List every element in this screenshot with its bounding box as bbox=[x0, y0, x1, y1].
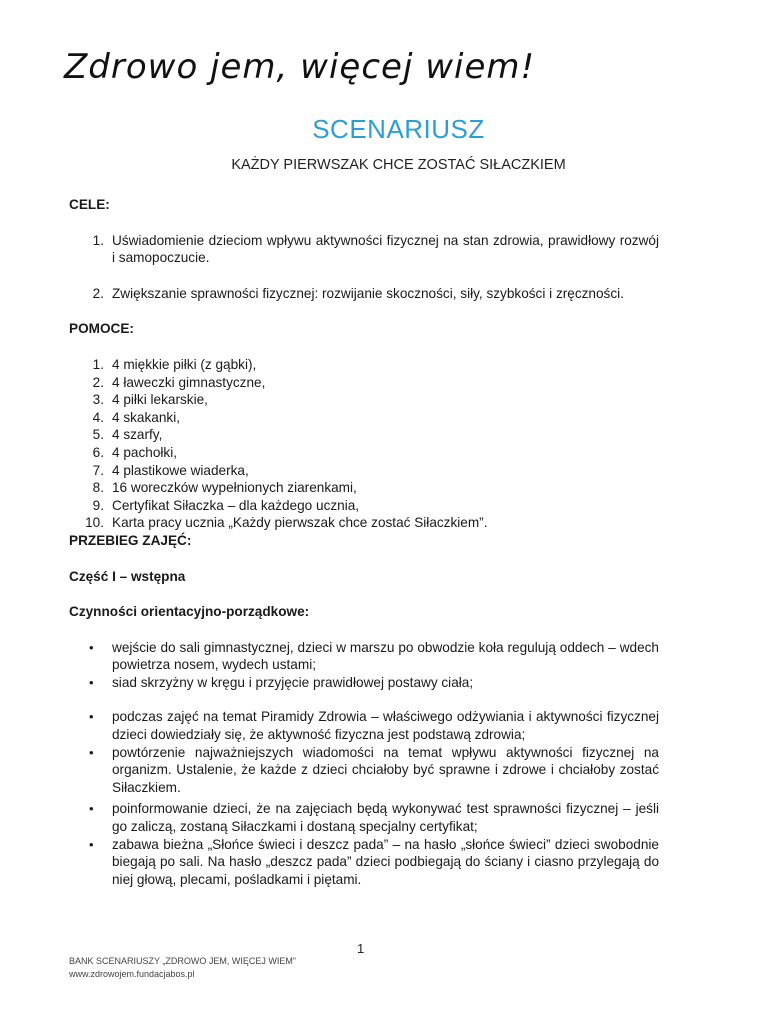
list-item bbox=[69, 744, 659, 797]
list-number: 2. bbox=[92, 285, 104, 301]
list-number: 4. bbox=[92, 409, 104, 425]
activities-heading: Czynności orientacyjno-porządkowe: bbox=[69, 604, 310, 620]
activities-list-a bbox=[69, 639, 659, 692]
part-heading: Część I – wstępna bbox=[69, 568, 186, 584]
logo-text: Zdrowo jem, więcej wiem! bbox=[64, 47, 536, 87]
list-item bbox=[69, 232, 659, 267]
list-number: 5. bbox=[92, 427, 104, 443]
footer-url: www.zdrowojem.fundacjabos.pl bbox=[69, 969, 195, 979]
list-text: podczas zajęć na temat Piramidy Zdrowia – właściwego odżywiania i aktywności fizycznej dzieci dowiedziały się, że aktywność fizyczna jest podstawą zdrowia; bbox=[112, 709, 659, 743]
page-number: 1 bbox=[357, 941, 365, 956]
document-title: SCENARIUSZ bbox=[312, 114, 485, 144]
list-number: 10. bbox=[85, 515, 104, 531]
pomoce-list bbox=[69, 356, 659, 532]
list-number: 1. bbox=[92, 232, 104, 248]
list-number: 3. bbox=[92, 392, 104, 408]
list-text: siad skrzyżny w kręgu i przyjęcie prawidłowej postawy ciała; bbox=[112, 674, 474, 690]
list-text: 4 plastikowe wiaderka, bbox=[112, 462, 249, 478]
list-text: Certyfikat Siłaczka – dla każdego ucznia, bbox=[112, 497, 360, 513]
list-text: 4 miękkie piłki (z gąbki), bbox=[112, 356, 257, 372]
footer-title: BANK SCENARIUSZY „ZDROWO JEM, WIĘCEJ WIEM” bbox=[69, 956, 296, 966]
list-item bbox=[69, 479, 659, 497]
list-item bbox=[69, 409, 659, 427]
list-text: poinformowanie dzieci, że na zajęciach będą wykonywać test sprawności fizycznej – jeśli go zaliczą, zostaną Siłaczkami i dostaną specjalny certyfikat; bbox=[112, 801, 659, 835]
list-text: 4 piłki lekarskie, bbox=[112, 392, 208, 408]
list-number: 1. bbox=[92, 356, 104, 372]
list-number: 6. bbox=[92, 444, 104, 460]
list-number: 2. bbox=[92, 374, 104, 390]
list-text: Uświadomienie dzieciom wpływu aktywności fizycznej na stan zdrowia, prawidłowy rozwój i samopoczucie. bbox=[112, 232, 659, 266]
list-number: 7. bbox=[92, 462, 104, 478]
list-text: zabawa bieżna „Słońce świeci i deszcz pada” – na hasło „słońce świeci” dzieci swobodnie biegają po sali. Na hasło „deszcz pada” dzieci podbiegają do ściany i ciasno przylegają do niej głową, plecami, pośladkami i piętami. bbox=[112, 836, 659, 887]
page-footer bbox=[69, 955, 296, 981]
bullet-icon: • bbox=[89, 639, 94, 655]
list-text: 4 pachołki, bbox=[112, 444, 177, 460]
activities-list-b bbox=[69, 708, 659, 888]
list-item bbox=[69, 462, 659, 480]
bullet-icon: • bbox=[89, 744, 94, 760]
list-text: powtórzenie najważniejszych wiadomości na temat wpływu aktywności fizycznej na organizm. Ustalenie, że każde z dzieci chciałoby być sprawne i zdrowe i chciałoby zostać Siłaczkiem. bbox=[112, 744, 659, 795]
list-item bbox=[69, 708, 659, 743]
list-text: Zwiększanie sprawności fizycznej: rozwijanie skoczności, siły, szybkości i zręczności. bbox=[112, 285, 624, 301]
list-item bbox=[69, 836, 659, 889]
list-item bbox=[69, 800, 659, 835]
cele-heading: CELE: bbox=[69, 197, 110, 212]
list-item bbox=[69, 514, 659, 532]
list-number: 8. bbox=[92, 480, 104, 496]
list-item bbox=[69, 426, 659, 444]
list-item bbox=[69, 391, 659, 409]
bullet-icon: • bbox=[89, 674, 94, 690]
bullet-icon: • bbox=[89, 801, 94, 817]
list-text: wejście do sali gimnastycznej, dzieci w marszu po obwodzie koła regulują oddech – wdech powietrza nosem, wydech ustami; bbox=[112, 639, 659, 673]
document-body bbox=[69, 196, 659, 888]
document-subtitle: KAŻDY PIERWSZAK CHCE ZOSTAĆ SIŁACZKIEM bbox=[231, 157, 566, 173]
list-text: 4 szarfy, bbox=[112, 427, 163, 443]
campaign-logo bbox=[64, 38, 536, 92]
bullet-icon: • bbox=[89, 836, 94, 852]
list-text: Karta pracy ucznia „Każdy pierwszak chce zostać Siłaczkiem”. bbox=[112, 515, 488, 531]
list-text: 4 skakanki, bbox=[112, 409, 181, 425]
list-text: 4 ławeczki gimnastyczne, bbox=[112, 374, 266, 390]
list-item bbox=[69, 639, 659, 674]
list-item bbox=[69, 497, 659, 515]
bullet-icon: • bbox=[89, 709, 94, 725]
list-item bbox=[69, 674, 659, 692]
list-item bbox=[69, 285, 659, 303]
list-text: 16 woreczków wypełnionych ziarenkami, bbox=[112, 480, 357, 496]
list-item bbox=[69, 444, 659, 462]
przebieg-heading: PRZEBIEG ZAJĘĆ: bbox=[69, 532, 192, 548]
cele-list bbox=[69, 232, 659, 303]
pomoce-heading: POMOCE: bbox=[69, 321, 134, 337]
list-item bbox=[69, 356, 659, 374]
list-item bbox=[69, 374, 659, 392]
list-number: 9. bbox=[92, 497, 104, 513]
